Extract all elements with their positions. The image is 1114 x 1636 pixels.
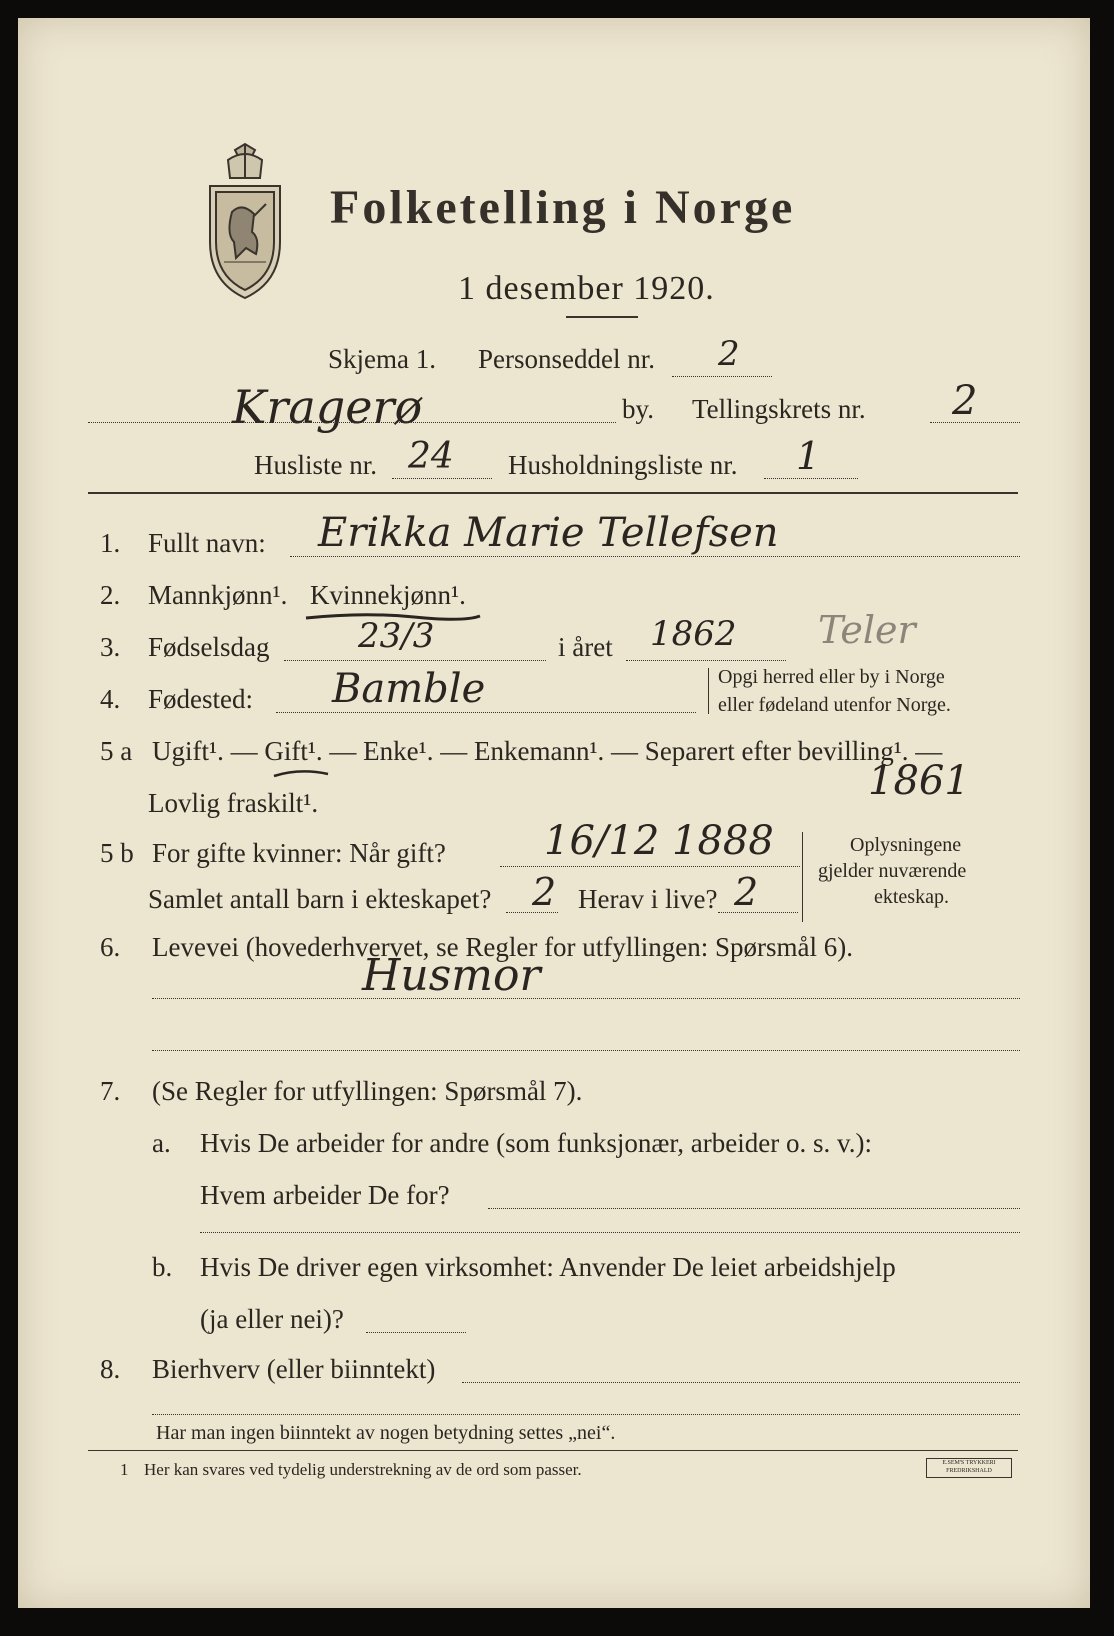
birthday-value[interactable]: 23/3 (358, 616, 435, 656)
husliste-label: Husliste nr. (254, 450, 378, 480)
side-income-field[interactable] (462, 1382, 1020, 1383)
q7a-text: Hvis De arbeider for andre (som funksjonær, arbeider o. s. v.): (200, 1128, 872, 1158)
norway-coat-of-arms-icon (202, 142, 288, 302)
form-date: 1 desember 1920. (458, 270, 715, 307)
tellingskrets-value[interactable]: 2 (952, 378, 978, 424)
q4-number: 4. (100, 684, 121, 714)
q4-label: Fødested: (148, 684, 253, 714)
q8-label: Bierhverv (eller biinntekt) (152, 1354, 436, 1384)
female-option[interactable]: Kvinnekjønn¹. (310, 580, 466, 610)
q1-number: 1. (100, 528, 121, 558)
birthplace-value[interactable]: Bamble (332, 666, 486, 712)
footnote-number: 1 (120, 1460, 129, 1479)
header-rule (88, 492, 1018, 494)
employer-field[interactable] (488, 1208, 1020, 1209)
q5b-alive-label: Herav i live? (578, 884, 718, 914)
birth-year-value[interactable]: 1862 (650, 614, 737, 654)
personseddel-label: Personseddel nr. (478, 344, 655, 374)
q7-label: (Se Regler for utfyllingen: Spørsmål 7). (152, 1076, 583, 1106)
husholdning-value[interactable]: 1 (796, 434, 821, 478)
q7a-letter: a. (152, 1128, 171, 1158)
full-name-value[interactable]: Erikka Marie Tellefsen (318, 510, 779, 556)
q7a-text-2: Hvem arbeider De for? (200, 1180, 450, 1210)
q2-number: 2. (100, 580, 121, 610)
tellingskrets-label: Tellingskrets nr. (692, 394, 866, 424)
q5b-note-2: gjelder nuværende (818, 860, 967, 882)
children-total-value[interactable]: 2 (532, 870, 557, 914)
q5a-number: 5 a (100, 736, 133, 766)
q8-note: Har man ingen biinntekt av nogen betydning settes „nei“. (156, 1422, 616, 1444)
q7b-text-2: (ja eller nei)? (200, 1304, 344, 1334)
gift-underline (272, 766, 332, 780)
marital-note: 1861 (868, 758, 970, 804)
city-value[interactable]: Kragerø (232, 380, 423, 434)
form-title: Folketelling i Norge (330, 181, 796, 234)
occupation-value[interactable]: Husmor (362, 950, 541, 1001)
q3-number: 3. (100, 632, 121, 662)
male-option[interactable]: Mannkjønn¹. (148, 580, 288, 610)
printer-stamp: E.SEM'S TRYKKERI FREDRIKSHALD (926, 1458, 1012, 1478)
children-alive-value[interactable]: 2 (734, 870, 759, 914)
marital-status-options[interactable]: Ugift¹. — Gift¹. — Enke¹. — Enkemann¹. — Separert efter bevilling¹. — (152, 736, 943, 766)
q7b-letter: b. (152, 1252, 173, 1282)
q5b-note-1: Oplysningene (850, 834, 962, 856)
birthplace-note-2: eller fødeland utenfor Norge. (718, 694, 951, 716)
husliste-value[interactable]: 24 (408, 436, 454, 477)
q5b-children-label: Samlet antall barn i ekteskapet? (148, 884, 492, 914)
footnote-text: Her kan svares ved tydelig understrekning av de ord som passer. (144, 1460, 582, 1479)
by-label: by. (622, 394, 654, 424)
hired-help-field[interactable] (366, 1332, 466, 1333)
title-divider (566, 316, 638, 318)
q5b-note-3: ekteskap. (874, 886, 949, 908)
birthplace-note-1: Opgi herred eller by i Norge (718, 666, 945, 688)
q7b-text: Hvis De driver egen virksomhet: Anvender De leiet arbeidshjelp (200, 1252, 896, 1282)
personseddel-value[interactable]: 2 (718, 334, 740, 374)
footer-rule (88, 1450, 1018, 1451)
q5b-label: For gifte kvinner: Når gift? (152, 838, 446, 868)
q6-number: 6. (100, 932, 121, 962)
q8-number: 8. (100, 1354, 121, 1384)
q3-year-label: i året (558, 632, 613, 662)
q5b-number: 5 b (100, 838, 134, 868)
birthday-note: Teler (818, 608, 916, 652)
marital-status-divorced[interactable]: Lovlig fraskilt¹. (148, 788, 319, 818)
q3-label: Fødselsdag (148, 632, 270, 662)
q1-label: Fullt navn: (148, 528, 266, 558)
skjema-label: Skjema 1. (328, 344, 436, 374)
q6-label: Levevei (hovederhvervet, se Regler for utfyllingen: Spørsmål 6). (152, 932, 854, 962)
q7-number: 7. (100, 1076, 121, 1106)
marriage-date-value[interactable]: 16/12 1888 (544, 818, 774, 864)
husholdning-label: Husholdningsliste nr. (508, 450, 738, 480)
census-form-page (18, 18, 1090, 1608)
